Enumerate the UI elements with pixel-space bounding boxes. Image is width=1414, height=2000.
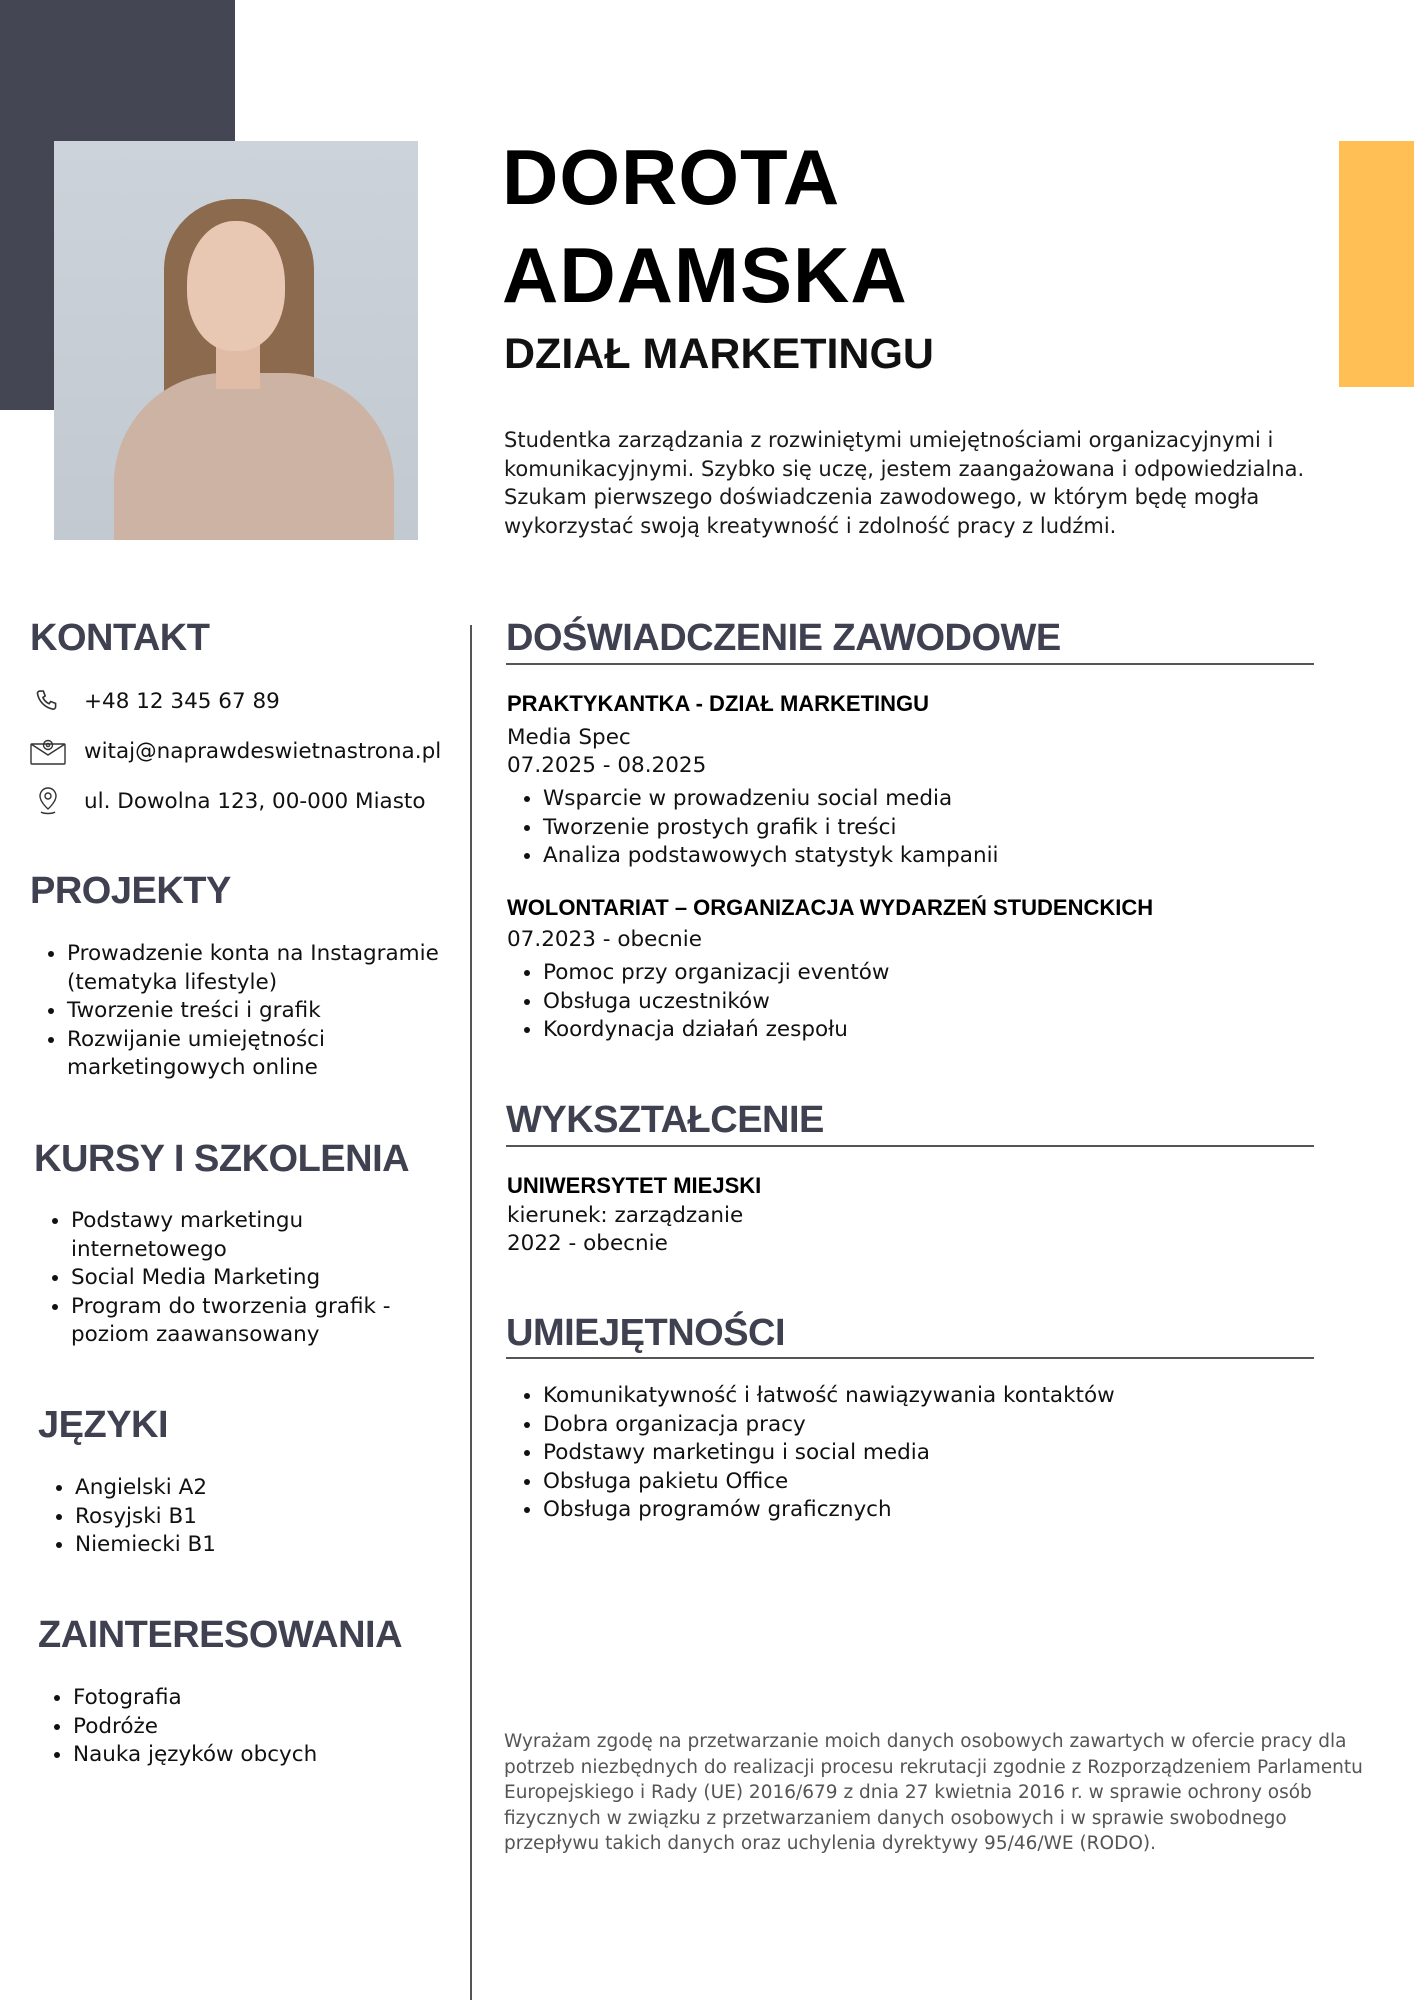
list-item: • Dobra organizacja pracy xyxy=(543,1411,1343,1440)
location-pin-icon xyxy=(30,784,66,818)
languages-heading: JĘZYKI xyxy=(38,1404,169,1446)
phone-icon xyxy=(30,684,66,718)
column-divider xyxy=(470,625,472,2000)
skills-list xyxy=(506,1382,1343,1525)
list-item: • Tworzenie prostych grafik i treści xyxy=(543,814,1343,843)
phone-number[interactable]: +48 12 345 67 89 xyxy=(84,688,280,714)
list-item: • Pomoc przy organizacji eventów xyxy=(543,959,1343,988)
experience-heading: DOŚWIADCZENIE ZAWODOWE xyxy=(506,617,1061,659)
study-dates: 2022 - obecnie xyxy=(507,1231,668,1256)
candidate-role: DZIAŁ MARKETINGU xyxy=(504,330,934,378)
list-item: • Fotografia xyxy=(73,1684,453,1713)
list-item: • Podstawy marketingu internetowego xyxy=(71,1207,426,1264)
study-field: kierunek: zarządzanie xyxy=(507,1203,744,1228)
projects-heading: PROJEKTY xyxy=(30,870,231,912)
email-icon xyxy=(30,734,66,768)
list-item: • Analiza podstawowych statystyk kampanii xyxy=(543,842,1343,871)
contact-phone xyxy=(30,684,280,718)
list-item: • Rozwijanie umiejętności marketingowych online xyxy=(67,1026,492,1083)
list-item: • Obsługa pakietu Office xyxy=(543,1468,1343,1497)
list-item: • Prowadzenie konta na Instagramie (tematyka lifestyle) xyxy=(67,940,492,997)
list-item: • Obsługa programów graficznych xyxy=(543,1496,1343,1525)
courses-list xyxy=(34,1207,426,1350)
list-item: • Program do tworzenia grafik - poziom zaawansowany xyxy=(71,1293,426,1350)
list-item: • Wsparcie w prowadzeniu social media xyxy=(543,785,1343,814)
contact-address xyxy=(30,784,426,818)
list-item: • Tworzenie treści i grafik xyxy=(67,997,492,1026)
list-item: • Komunikatywność i łatwość nawiązywania kontaktów xyxy=(543,1382,1343,1411)
email-address[interactable]: witaj@naprawdeswietnastrona.pl xyxy=(84,738,442,764)
list-item: • Koordynacja działań zespołu xyxy=(543,1016,1343,1045)
interests-list xyxy=(36,1684,453,1770)
skills-heading: UMIEJĘTNOŚCI xyxy=(506,1312,786,1354)
skills-rule xyxy=(506,1357,1314,1359)
profile-summary: Studentka zarządzania z rozwiniętymi umiejętnościami organizacyjnymi i komunikacyjnymi. Szybko się uczę, jestem zaangażowana i odpowiedzialna. Szukam pierwszego doświadczenia zawodowego, w którym będę mogła wykorzystać swoją kreatywność i zdolność pracy z ludźmi. xyxy=(504,428,1305,538)
contact-heading: KONTAKT xyxy=(30,617,210,659)
job-duties-list xyxy=(506,959,1343,1045)
job-company: Media Spec xyxy=(507,725,631,750)
job-title: PRAKTYKANTKA - DZIAŁ MARKETINGU xyxy=(507,691,930,716)
job-dates: 07.2023 - obecnie xyxy=(507,927,703,952)
first-name: DOROTA xyxy=(502,133,841,221)
yellow-accent-bar xyxy=(1339,141,1414,387)
list-item: • Podróże xyxy=(73,1713,453,1742)
courses-heading: KURSY I SZKOLENIA xyxy=(34,1138,410,1180)
projects-list xyxy=(30,940,492,1083)
list-item: • Niemiecki B1 xyxy=(75,1531,455,1560)
last-name: ADAMSKA xyxy=(502,231,908,319)
experience-rule xyxy=(506,663,1314,665)
list-item: • Obsługa uczestników xyxy=(543,988,1343,1017)
list-item: • Rosyjski B1 xyxy=(75,1503,455,1532)
interests-heading: ZAINTERESOWANIA xyxy=(38,1614,403,1656)
job-dates: 07.2025 - 08.2025 xyxy=(507,753,707,778)
candidate-name xyxy=(502,128,908,324)
languages-list xyxy=(38,1474,455,1560)
list-item: • Social Media Marketing xyxy=(71,1264,426,1293)
education-rule xyxy=(506,1145,1314,1147)
street-address: ul. Dowolna 123, 00-000 Miasto xyxy=(84,788,426,814)
job-title: WOLONTARIAT – ORGANIZACJA WYDARZEŃ STUDENCKICH xyxy=(507,895,1154,920)
list-item: • Angielski A2 xyxy=(75,1474,455,1503)
job-duties-list xyxy=(506,785,1343,871)
list-item: • Podstawy marketingu i social media xyxy=(543,1439,1343,1468)
gdpr-consent-clause: Wyrażam zgodę na przetwarzanie moich danych osobowych zawartych w ofercie pracy dla potrzeb niezbędnych do realizacji procesu rekrutacji zgodnie z Rozporządzeniem Parlamentu Europejskiego i Rady (UE) 2016/679 z dnia 27 kwietnia 2016 r. w sprawie ochrony osób fizycznych w związku z przetwarzaniem danych osobowych i w sprawie swobodnego przepływu takich danych oraz uchylenia dyrektywy 95/46/WE (RODO). xyxy=(504,1731,1363,1854)
education-heading: WYKSZTAŁCENIE xyxy=(506,1099,824,1141)
photo-face xyxy=(187,221,285,351)
list-item: • Nauka języków obcych xyxy=(73,1741,453,1770)
contact-email xyxy=(30,734,441,768)
photo-sweater xyxy=(114,373,394,540)
profile-photo xyxy=(54,141,418,540)
school-name: UNIWERSYTET MIEJSKI xyxy=(507,1173,762,1198)
